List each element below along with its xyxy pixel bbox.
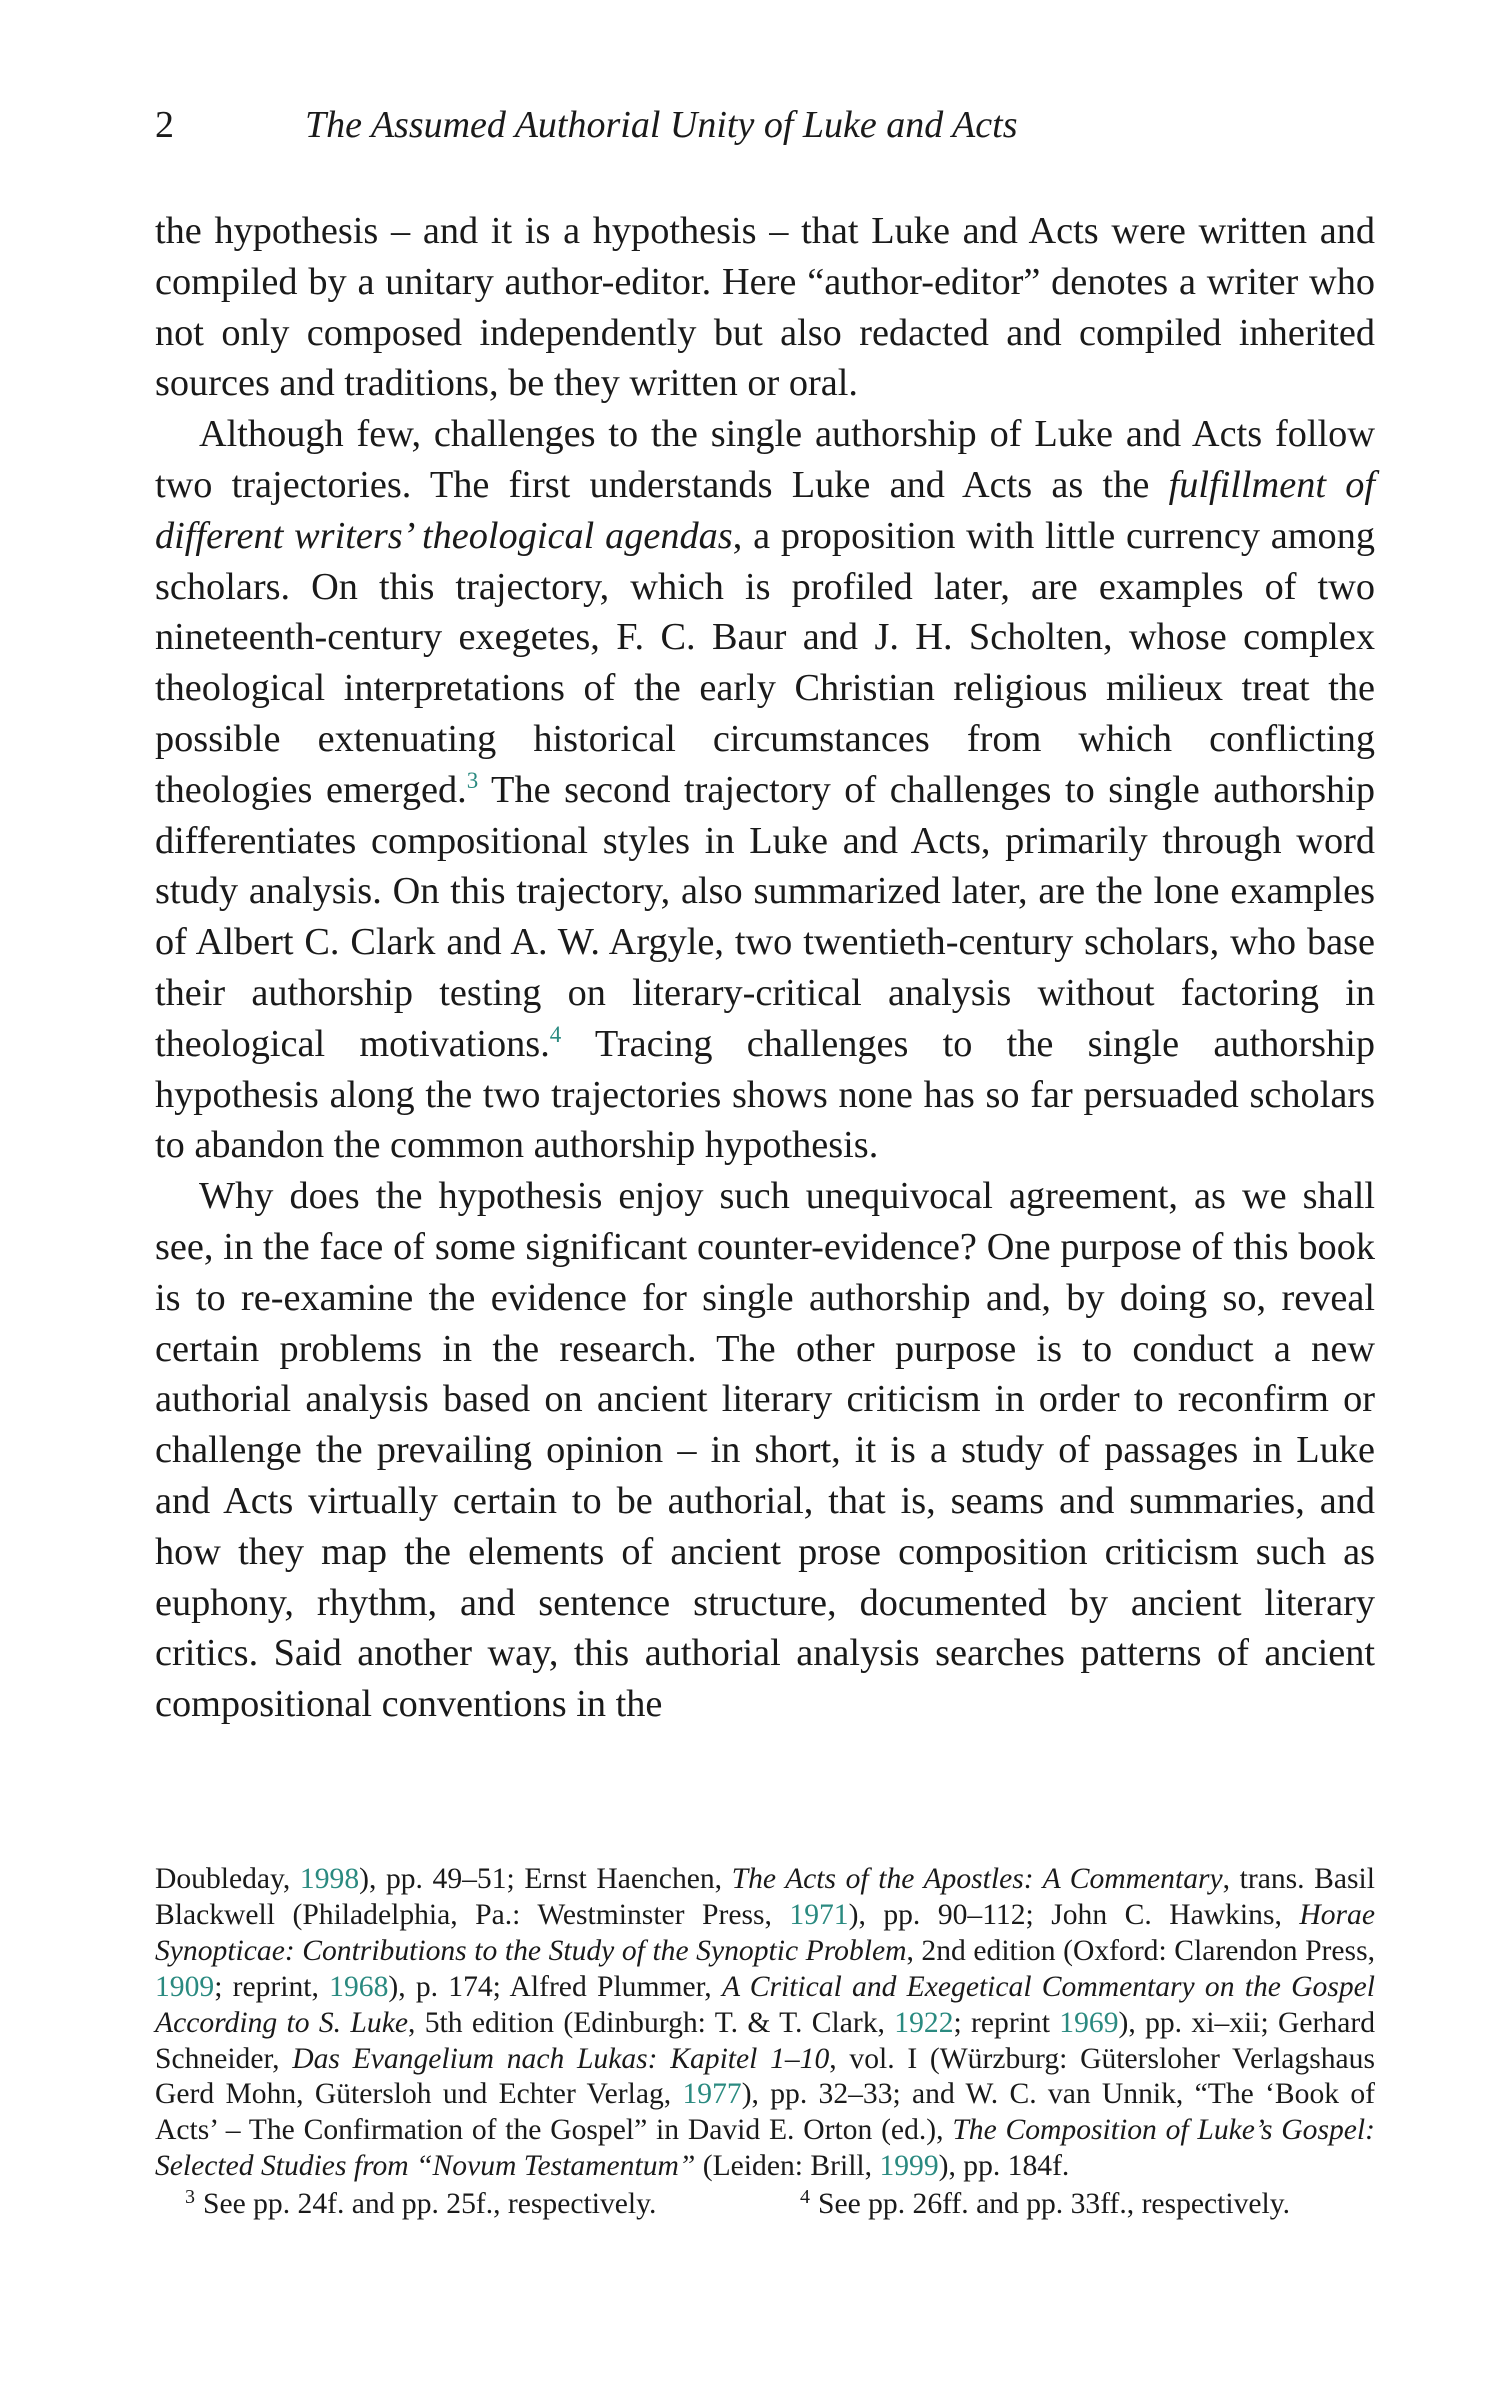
page-number: 2 xyxy=(155,104,174,146)
p2-text-c: The second trajectory of challenges to single authorship differentiates compositional styles in Luke and Acts, primarily through word study analysis. On this trajectory, also summarized later, are the lone examples of Albert C. Clark and A. W. Argyle, two twentieth-century scholars, who base their authorship testing on literary-critical analysis without factoring in theological motivations. xyxy=(155,768,1375,1065)
fn-text: , vol. I (Würzburg: Gütersloher Verlagshaus Gerd Mohn, Gütersloh und Echter Verlag, xyxy=(155,2042,1375,2111)
footnote-4-marker: 4 xyxy=(800,2186,810,2209)
fn-text: ), pp. 32–33; and W. C. van Unnik, “The ‘Book of Acts’ – The Confirmation of the Gospel” in David E. Orton (ed.), xyxy=(155,2078,1375,2147)
year-link[interactable]: 1971 xyxy=(789,1898,849,1931)
footnote-3-text: See pp. 24f. and pp. 25f., respectively. xyxy=(203,2188,657,2221)
footnote-4-text: See pp. 26ff. and pp. 33ff., respectively. xyxy=(818,2188,1291,2221)
paragraph-2 xyxy=(155,409,1375,1171)
fn-text: ), pp. xi–xii; Gerhard Schneider, xyxy=(155,2006,1375,2075)
footnote-ref-3[interactable]: 3 xyxy=(466,767,479,793)
footnote-row xyxy=(155,2187,1375,2225)
fn-text: Doubleday, xyxy=(155,1863,300,1895)
footnotes xyxy=(155,1862,1375,2225)
p2-text-a: Although few, challenges to the single authorship of Luke and Acts follow two trajectories. The first understands Luke and Acts as the xyxy=(155,413,1375,506)
fn-text: ), pp. 90–112; John C. Hawkins, xyxy=(848,1898,1300,1931)
paragraph-3: Why does the hypothesis enjoy such unequivocal agreement, as we shall see, in the face of some significant counter-evidence? One purpose of this book is to re-examine the evidence for single authorship and, by doing so, reveal certain problems in the research. The other purpose is to conduct a new authorial analysis based on ancient literary criticism in order to reconfirm or challenge the prevailing opinion – in short, it is a study of passages in Luke and Acts virtually certain to be authorial, that is, seams and summaries, and how they map the elements of ancient prose composition criticism such as euphony, rhythm, and sentence structure, documented by ancient literary critics. Said another way, this authorial analysis searches patterns of ancient compositional conventions in the xyxy=(155,1175,1375,1726)
year-link[interactable]: 1998 xyxy=(299,1863,360,1895)
fn-text: ; reprint xyxy=(953,2006,1060,2039)
p2-italic: fulfillment of different writers’ theological agendas xyxy=(155,463,1376,557)
year-link[interactable]: 1922 xyxy=(894,2006,954,2039)
footnote-ref-4[interactable]: 4 xyxy=(549,1021,562,1047)
fn-text: ), pp. 184f. xyxy=(938,2150,1070,2183)
paragraph-1: the hypothesis – and it is a hypothesis – that Luke and Acts were written and compiled by a unitary author-editor. Here “author-editor” denotes a writer who not only composed independently but also redacted and compiled inherited sources and traditions, be they written or oral. xyxy=(155,210,1375,405)
footnote-continued xyxy=(155,1862,1375,2185)
fn-text: , 5th edition (Edinburgh: T. & T. Clark, xyxy=(407,2006,895,2039)
running-title: The Assumed Authorial Unity of Luke and Acts xyxy=(305,104,1018,146)
fn-italic-title: Horae Synopticae: Contributions to the Study of the Synoptic Problem xyxy=(155,1898,1375,1967)
year-link[interactable]: 1909 xyxy=(155,1970,215,2003)
fn-italic-title: A Critical and Exegetical Commentary on the Gospel According to S. Luke xyxy=(155,1970,1375,2039)
running-header xyxy=(155,100,1375,150)
fn-text: ; reprint, xyxy=(214,1970,330,2003)
fn-text: , trans. Basil Blackwell (Philadelphia, Pa.: Westminster Press, xyxy=(155,1863,1375,1931)
fn-text: ), pp. 49–51; Ernst Haenchen, xyxy=(359,1863,732,1895)
fn-text: , 2nd edition (Oxford: Clarendon Press, xyxy=(906,1934,1375,1967)
main-text xyxy=(155,206,1375,1730)
footnote-3-marker: 3 xyxy=(185,2186,195,2209)
footnote-3 xyxy=(185,2187,656,2223)
year-link[interactable]: 1977 xyxy=(682,2078,742,2111)
year-link[interactable]: 1968 xyxy=(329,1970,389,2003)
fn-text: ), p. 174; Alfred Plummer, xyxy=(388,1970,722,2003)
year-link[interactable]: 1999 xyxy=(879,2150,939,2183)
year-link[interactable]: 1969 xyxy=(1059,2006,1119,2039)
p2-text-b: , a proposition with little currency among scholars. On this trajectory, which is profiled later, are examples of two nineteenth-century exegetes, F. C. Baur and J. H. Scholten, whose complex theological interpretations of the early Christian religious milieux treat the possible extenuating historical circumstances from which conflicting theologies emerged. xyxy=(155,514,1375,811)
footnote-4 xyxy=(800,2187,1290,2223)
fn-text: (Leiden: Brill, xyxy=(695,2150,880,2183)
p2-text-d: Tracing challenges to the single authorship hypothesis along the two trajectories shows none has so far persuaded scholars to abandon the common authorship hypothesis. xyxy=(155,1022,1375,1167)
fn-italic-title: The Acts of the Apostles: A Commentary xyxy=(731,1863,1223,1895)
fn-italic-title: Das Evangelium nach Lukas: Kapitel 1–10 xyxy=(292,2042,830,2075)
fn-italic-title: The Composition of Luke’s Gospel: Selected Studies from “Novum Testamentum” xyxy=(155,2114,1375,2183)
